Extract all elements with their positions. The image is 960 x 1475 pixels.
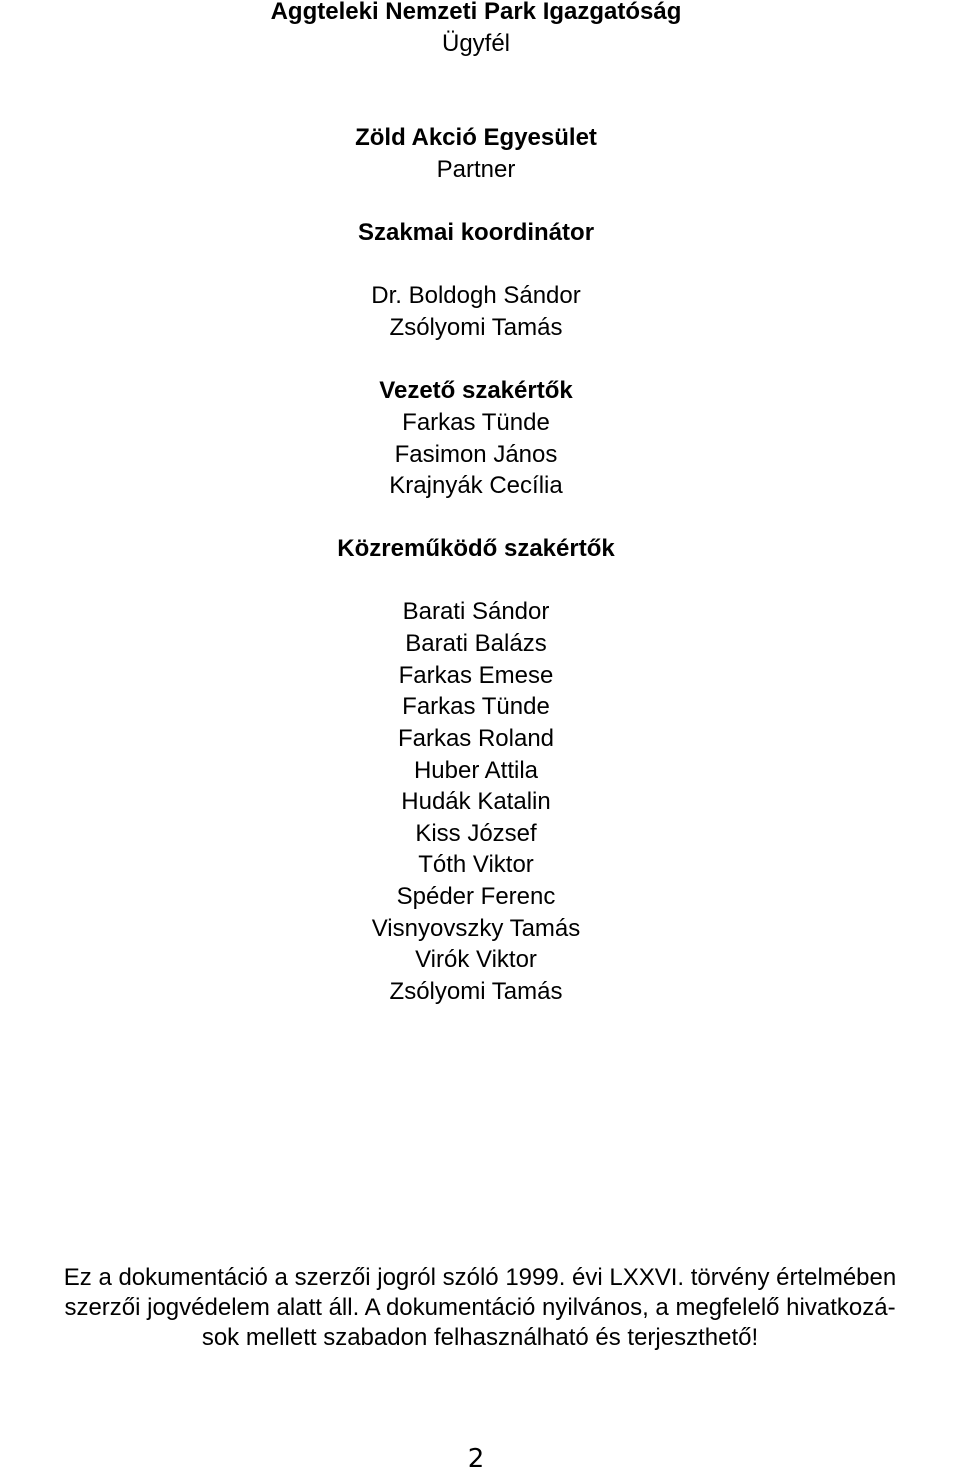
copyright-line: Ez a dokumentáció a szerzői jogról szóló 1999. évi LXXVI. törvény értelmében bbox=[63, 1264, 897, 1291]
contributing-expert-name: Visnyovszky Tamás bbox=[371, 915, 581, 942]
partner-role: Partner bbox=[436, 156, 516, 183]
contributing-expert-name: Tóth Viktor bbox=[418, 851, 534, 878]
contributing-expert-name: Zsólyomi Tamás bbox=[389, 978, 563, 1005]
contributing-expert-name: Huber Attila bbox=[413, 757, 539, 784]
contributing-expert-name: Hudák Katalin bbox=[401, 788, 551, 815]
copyright-notice bbox=[0, 1263, 960, 1353]
contributing-expert-name: Barati Balázs bbox=[405, 630, 547, 657]
contributing-expert-name: Farkas Emese bbox=[398, 662, 554, 689]
contributing-expert-name: Farkas Roland bbox=[397, 725, 555, 752]
contributing-expert-name: Kiss József bbox=[415, 820, 537, 847]
lead-expert-name: Krajnyák Cecília bbox=[389, 472, 563, 499]
client-role: Ügyfél bbox=[441, 30, 511, 57]
lead-expert-name: Fasimon János bbox=[394, 441, 558, 468]
lead-experts-heading: Vezető szakértők bbox=[379, 377, 573, 404]
coordinator-name: Zsólyomi Tamás bbox=[389, 314, 563, 341]
page-number: 2 bbox=[467, 1444, 485, 1474]
contributing-expert-name: Farkas Tünde bbox=[402, 693, 550, 720]
contributing-expert-name: Virók Viktor bbox=[415, 946, 537, 973]
copyright-line: sok mellett szabadon felhasználható és terjeszthető! bbox=[201, 1324, 759, 1351]
coordinator-name: Dr. Boldogh Sándor bbox=[371, 282, 581, 309]
contributing-expert-name: Barati Sándor bbox=[402, 598, 550, 625]
partner-name: Zöld Akció Egyesület bbox=[355, 124, 597, 151]
coordinator-heading: Szakmai koordinátor bbox=[357, 219, 595, 246]
lead-expert-name: Farkas Tünde bbox=[402, 409, 550, 436]
client-name: Aggteleki Nemzeti Park Igazgatóság bbox=[270, 0, 682, 25]
copyright-line: szerzői jogvédelem alatt áll. A dokumentáció nyilvános, a megfelelő hivatkozá- bbox=[64, 1294, 896, 1321]
contributing-expert-name: Spéder Ferenc bbox=[396, 883, 556, 910]
contributing-experts-heading: Közreműködő szakértők bbox=[337, 535, 615, 562]
